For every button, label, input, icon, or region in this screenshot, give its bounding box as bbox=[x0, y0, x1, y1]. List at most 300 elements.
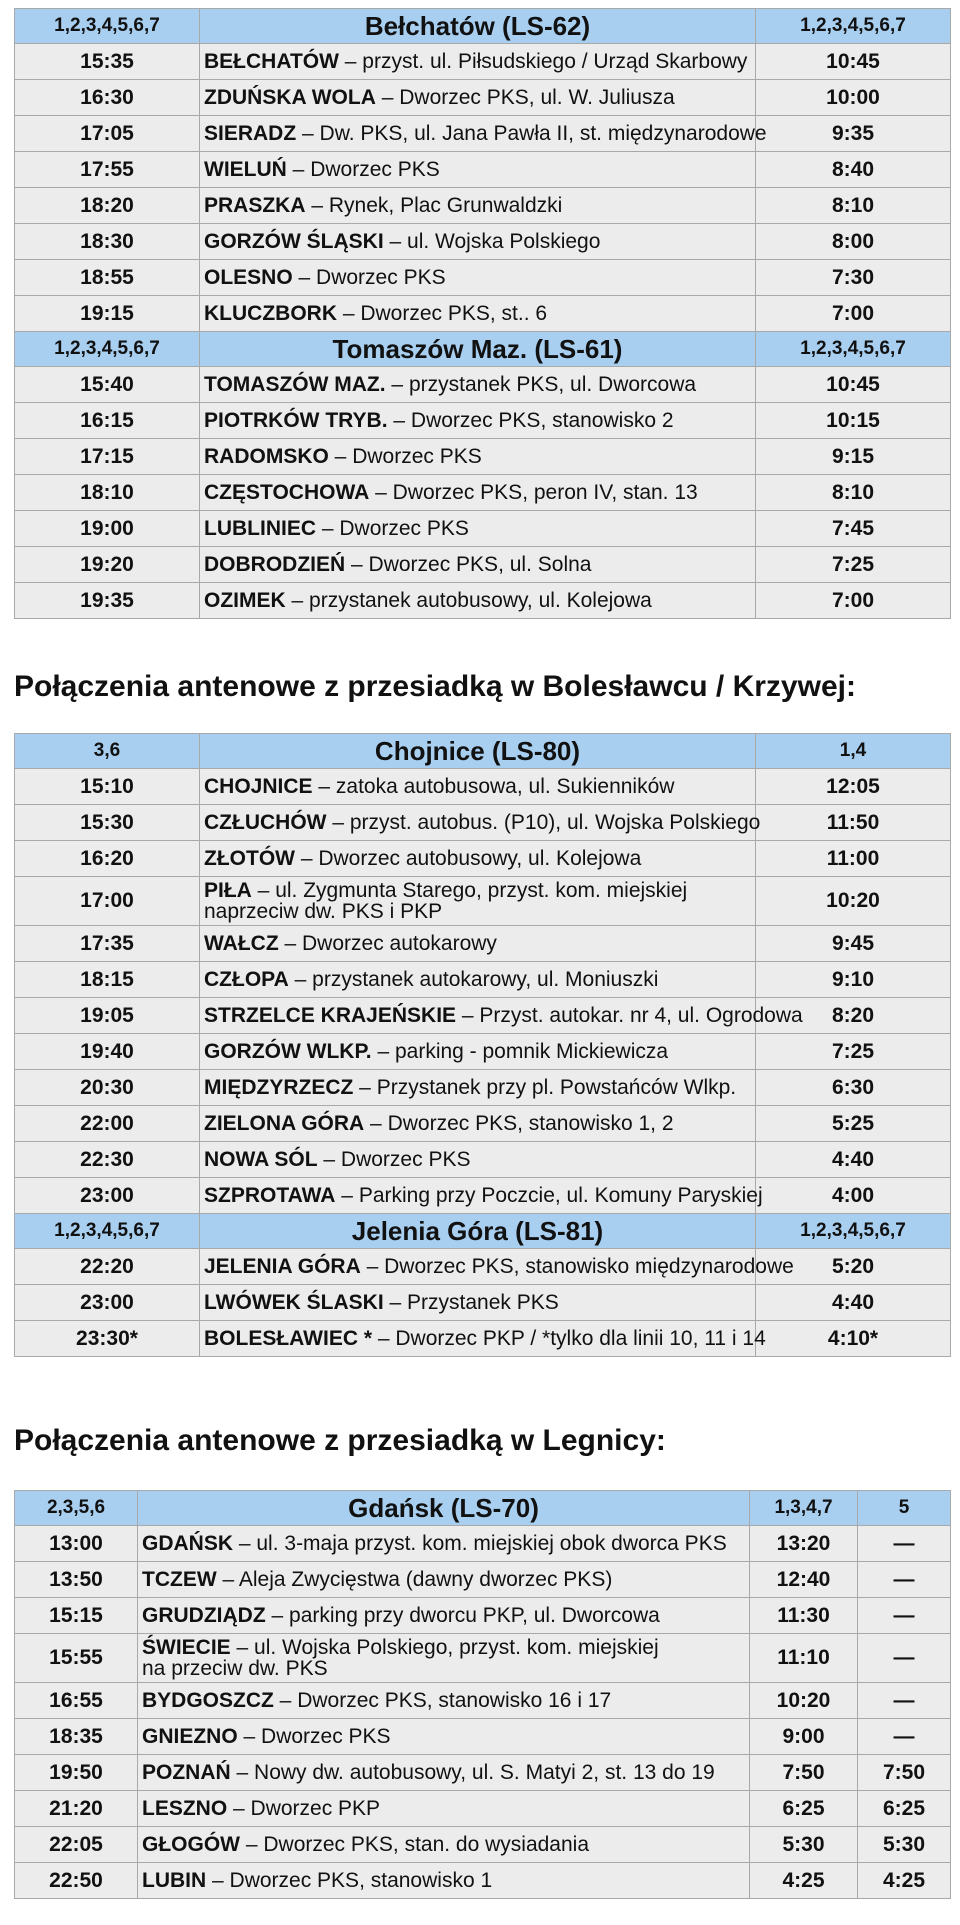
stop-address: Dworzec PKS, stanowisko 2 bbox=[410, 409, 674, 432]
stop-separator: – bbox=[385, 373, 409, 396]
return-time: 8:20 bbox=[756, 998, 951, 1034]
return-time-extra: 7:50 bbox=[858, 1755, 951, 1791]
departure-time: 16:30 bbox=[15, 80, 200, 116]
stop-city: TCZEW bbox=[142, 1568, 217, 1591]
stop-city: BEŁCHATÓW bbox=[204, 50, 339, 73]
stop-separator: – bbox=[278, 932, 303, 955]
stop-row bbox=[15, 80, 951, 116]
stop-separator: – bbox=[286, 158, 311, 181]
days-outbound: 3,6 bbox=[15, 734, 200, 769]
timetable-chojnice-jelenia-gora bbox=[14, 733, 951, 1357]
stop-city: JELENIA GÓRA bbox=[204, 1255, 361, 1278]
stop-city: KLUCZBORK bbox=[204, 302, 337, 325]
departure-time: 22:05 bbox=[15, 1827, 138, 1863]
departure-time: 16:15 bbox=[15, 403, 200, 439]
stop-location bbox=[138, 1562, 750, 1598]
departure-time: 21:20 bbox=[15, 1791, 138, 1827]
departure-time: 23:00 bbox=[15, 1178, 200, 1214]
stop-row bbox=[15, 583, 951, 619]
days-outbound: 1,2,3,4,5,6,7 bbox=[15, 332, 200, 367]
stop-location bbox=[200, 367, 756, 403]
stop-separator: – bbox=[345, 553, 369, 576]
stop-row bbox=[15, 962, 951, 998]
departure-time: 18:10 bbox=[15, 475, 200, 511]
stop-address: Dworzec PKS, stan. do wysiadania bbox=[263, 1833, 590, 1856]
stop-row bbox=[15, 367, 951, 403]
stop-separator: – bbox=[292, 266, 317, 289]
stop-address-line2: naprzeciw dw. PKS i PKP bbox=[204, 900, 443, 923]
return-time: 12:40 bbox=[750, 1562, 858, 1598]
stop-location bbox=[200, 116, 767, 152]
return-time-extra: 6:25 bbox=[858, 1791, 951, 1827]
stop-separator: – bbox=[371, 1040, 395, 1063]
return-time: 5:20 bbox=[756, 1249, 951, 1285]
stop-city: BYDGOSZCZ bbox=[142, 1689, 274, 1712]
stop-row bbox=[15, 152, 951, 188]
days-return-extra: 5 bbox=[858, 1491, 951, 1526]
stop-city: OZIMEK bbox=[204, 589, 286, 612]
route-header-row bbox=[15, 9, 951, 44]
stop-address: Dworzec PKS bbox=[340, 1148, 471, 1171]
route-name: Gdańsk (LS-70) bbox=[138, 1491, 750, 1526]
return-time: 11:00 bbox=[756, 841, 951, 877]
return-time: 10:45 bbox=[756, 367, 951, 403]
stop-row bbox=[15, 1791, 951, 1827]
stop-address: parking - pomnik Mickiewicza bbox=[394, 1040, 669, 1063]
departure-time: 22:50 bbox=[15, 1863, 138, 1899]
stop-row bbox=[15, 1249, 951, 1285]
return-time: 7:00 bbox=[756, 583, 951, 619]
stop-separator: – bbox=[216, 1568, 239, 1591]
departure-time: 13:50 bbox=[15, 1562, 138, 1598]
departure-time: 17:35 bbox=[15, 926, 200, 962]
return-time: 8:10 bbox=[756, 475, 951, 511]
stop-location bbox=[138, 1827, 750, 1863]
stop-city: CHOJNICE bbox=[204, 775, 313, 798]
stop-city: LESZNO bbox=[142, 1797, 228, 1820]
stop-address: przystanek autokarowy, ul. Moniuszki bbox=[312, 968, 659, 991]
stop-row bbox=[15, 1178, 951, 1214]
stop-address: Dworzec PKS, peron IV, stan. 13 bbox=[392, 481, 698, 504]
stop-separator: – bbox=[372, 1327, 396, 1350]
stop-location bbox=[200, 1285, 756, 1321]
departure-time: 17:00 bbox=[15, 877, 200, 926]
stop-city: GRUDZIĄDZ bbox=[142, 1604, 266, 1627]
departure-time: 19:15 bbox=[15, 296, 200, 332]
departure-time: 16:20 bbox=[15, 841, 200, 877]
stop-location bbox=[200, 1321, 766, 1357]
stop-separator: – bbox=[336, 302, 361, 325]
return-time: 11:10 bbox=[750, 1634, 858, 1683]
stop-row bbox=[15, 1034, 951, 1070]
departure-time: 22:00 bbox=[15, 1106, 200, 1142]
return-time-extra: — bbox=[858, 1683, 951, 1719]
return-time: 10:15 bbox=[756, 403, 951, 439]
departure-time: 19:20 bbox=[15, 547, 200, 583]
stop-address: Dworzec PKS, ul. Solna bbox=[368, 553, 592, 576]
return-time: 10:00 bbox=[756, 80, 951, 116]
stop-address: Dworzec PKS bbox=[310, 158, 440, 181]
timetable-section-3 bbox=[14, 1490, 950, 1899]
stop-address: Parking przy Poczcie, ul. Komuny Paryskiej bbox=[358, 1184, 763, 1207]
departure-time: 17:55 bbox=[15, 152, 200, 188]
stop-row bbox=[15, 926, 951, 962]
stop-row bbox=[15, 877, 951, 926]
stop-row bbox=[15, 1526, 951, 1562]
stop-separator: – bbox=[227, 1797, 251, 1820]
departure-time: 19:00 bbox=[15, 511, 200, 547]
return-time: 4:00 bbox=[756, 1178, 951, 1214]
return-time: 5:30 bbox=[750, 1827, 858, 1863]
departure-time: 19:05 bbox=[15, 998, 200, 1034]
stop-location bbox=[200, 583, 756, 619]
stop-city: LWÓWEK ŚLASKI bbox=[204, 1291, 384, 1314]
days-return: 1,4 bbox=[756, 734, 951, 769]
stop-city: ŚWIECIE bbox=[142, 1636, 231, 1659]
stop-location bbox=[200, 926, 756, 962]
stop-separator: – bbox=[294, 847, 319, 870]
stop-row bbox=[15, 44, 951, 80]
stop-row bbox=[15, 188, 951, 224]
stop-address: Dworzec PKS, stanowisko 1 bbox=[229, 1869, 493, 1892]
stop-address: Dworzec PKS, stanowisko międzynarodowe bbox=[384, 1255, 794, 1278]
stop-city: LUBLINIEC bbox=[204, 517, 316, 540]
stop-city: CZĘSTOCHOWA bbox=[204, 481, 370, 504]
departure-time: 18:20 bbox=[15, 188, 200, 224]
stop-row bbox=[15, 998, 951, 1034]
stop-separator: – bbox=[265, 1604, 290, 1627]
return-time: 6:30 bbox=[756, 1070, 951, 1106]
section-heading-legnica: Połączenia antenowe z przesiadką w Legnicy: bbox=[14, 1424, 666, 1457]
return-time: 10:20 bbox=[750, 1683, 858, 1719]
stop-city: GNIEZNO bbox=[142, 1725, 238, 1748]
departure-time: 18:15 bbox=[15, 962, 200, 998]
stop-location bbox=[200, 1034, 756, 1070]
departure-time: 20:30 bbox=[15, 1070, 200, 1106]
stop-location bbox=[200, 152, 756, 188]
stop-address: Rynek, Plac Grunwaldzki bbox=[328, 194, 563, 217]
stop-city: PIOTRKÓW TRYB. bbox=[204, 409, 388, 432]
section-heading-boleslawiec: Połączenia antenowe z przesiadką w Bolesławcu / Krzywej: bbox=[14, 670, 856, 703]
stop-address: ul. Zygmunta Starego, przyst. kom. miejskiej bbox=[275, 879, 688, 902]
stop-address: Dworzec PKS bbox=[316, 266, 446, 289]
stop-address: przyst. ul. Piłsudskiego / Urząd Skarbowy bbox=[362, 50, 748, 73]
stop-separator: – bbox=[375, 86, 400, 109]
stop-city: GŁOGÓW bbox=[142, 1833, 240, 1856]
stop-row bbox=[15, 769, 951, 805]
return-time-extra: — bbox=[858, 1562, 951, 1598]
stop-location bbox=[200, 224, 756, 260]
stop-row bbox=[15, 805, 951, 841]
stop-address: Nowy dw. autobusowy, ul. S. Matyi 2, st. 13 do 19 bbox=[254, 1761, 715, 1784]
stop-location bbox=[200, 475, 756, 511]
stop-separator: – bbox=[305, 194, 329, 217]
stop-location bbox=[138, 1791, 750, 1827]
stop-address: ul. Wojska Polskiego bbox=[407, 230, 601, 253]
return-time: 9:35 bbox=[756, 116, 951, 152]
stop-row bbox=[15, 841, 951, 877]
stop-address: ul. 3-maja przyst. kom. miejskiej obok dworca PKS bbox=[256, 1532, 727, 1555]
departure-time: 15:30 bbox=[15, 805, 200, 841]
stop-address: Aleja Zwycięstwa (dawny dworzec PKS) bbox=[238, 1568, 613, 1591]
return-time: 7:45 bbox=[756, 511, 951, 547]
return-time: 4:10* bbox=[756, 1321, 951, 1357]
return-time: 7:25 bbox=[756, 547, 951, 583]
stop-location bbox=[200, 841, 756, 877]
stop-address: Przystanek PKS bbox=[407, 1291, 559, 1314]
stop-address-line2: na przeciw dw. PKS bbox=[142, 1657, 328, 1680]
stop-address: Dw. PKS, ul. Jana Pawła II, st. międzynarodowe bbox=[319, 122, 767, 145]
stop-location bbox=[200, 403, 756, 439]
stop-city: GORZÓW ŚLĄSKI bbox=[204, 230, 384, 253]
stop-location bbox=[200, 769, 756, 805]
stop-location bbox=[200, 877, 756, 926]
stop-address: przystanek autobusowy, ul. Kolejowa bbox=[309, 589, 652, 612]
stop-city: STRZELCE KRAJEŃSKIE bbox=[204, 1004, 457, 1027]
stop-row bbox=[15, 296, 951, 332]
stop-row bbox=[15, 547, 951, 583]
stop-separator: – bbox=[317, 1148, 341, 1171]
departure-time: 22:30 bbox=[15, 1142, 200, 1178]
stop-row bbox=[15, 1755, 951, 1791]
stop-location bbox=[200, 80, 756, 116]
stop-separator: – bbox=[285, 589, 310, 612]
stop-row bbox=[15, 403, 951, 439]
stop-city: LUBIN bbox=[142, 1869, 207, 1892]
departure-time: 18:35 bbox=[15, 1719, 138, 1755]
departure-time: 17:15 bbox=[15, 439, 200, 475]
route-header-row bbox=[15, 1491, 951, 1526]
stop-separator: – bbox=[456, 1004, 480, 1027]
stop-row bbox=[15, 1142, 951, 1178]
stop-separator: – bbox=[383, 230, 408, 253]
stop-location bbox=[200, 547, 756, 583]
departure-time: 19:50 bbox=[15, 1755, 138, 1791]
stop-separator: – bbox=[251, 879, 276, 902]
stop-row bbox=[15, 1598, 951, 1634]
return-time-extra: 5:30 bbox=[858, 1827, 951, 1863]
stop-location bbox=[138, 1634, 750, 1683]
stop-location bbox=[200, 1142, 756, 1178]
return-time: 12:05 bbox=[756, 769, 951, 805]
return-time: 9:00 bbox=[750, 1719, 858, 1755]
stop-row bbox=[15, 1827, 951, 1863]
stop-location bbox=[200, 998, 803, 1034]
stop-address: Dworzec PKS, stanowisko 16 i 17 bbox=[297, 1689, 612, 1712]
stop-city: SZPROTAWA bbox=[204, 1184, 336, 1207]
stop-address: parking przy dworcu PKP, ul. Dworcowa bbox=[289, 1604, 660, 1627]
stop-separator: – bbox=[383, 1291, 408, 1314]
stop-row bbox=[15, 439, 951, 475]
route-name: Tomaszów Maz. (LS-61) bbox=[200, 332, 756, 367]
return-time: 13:20 bbox=[750, 1526, 858, 1562]
return-time: 7:30 bbox=[756, 260, 951, 296]
route-name: Bełchatów (LS-62) bbox=[200, 9, 756, 44]
stop-address: Dworzec PKS, ul. W. Juliusza bbox=[399, 86, 675, 109]
stop-city: ZIELONA GÓRA bbox=[204, 1112, 365, 1135]
return-time: 9:45 bbox=[756, 926, 951, 962]
departure-time: 19:35 bbox=[15, 583, 200, 619]
route-name: Chojnice (LS-80) bbox=[200, 734, 756, 769]
stop-row bbox=[15, 1634, 951, 1683]
stop-address: Dworzec PKP / *tylko dla linii 10, 11 i 14 bbox=[395, 1327, 766, 1350]
stop-location bbox=[200, 962, 756, 998]
days-outbound: 1,2,3,4,5,6,7 bbox=[15, 9, 200, 44]
stop-city: DOBRODZIEŃ bbox=[204, 553, 346, 576]
stop-city: POZNAŃ bbox=[142, 1761, 231, 1784]
stop-location bbox=[200, 1106, 756, 1142]
return-time: 10:45 bbox=[756, 44, 951, 80]
return-time-extra: — bbox=[858, 1598, 951, 1634]
departure-time: 18:55 bbox=[15, 260, 200, 296]
stop-address: Dworzec PKS bbox=[352, 445, 482, 468]
stop-address: Przystanek przy pl. Powstańców Wlkp. bbox=[376, 1076, 737, 1099]
stop-row bbox=[15, 260, 951, 296]
stop-separator: – bbox=[230, 1636, 255, 1659]
stop-city: ZDUŃSKA WOLA bbox=[204, 86, 376, 109]
departure-time: 15:15 bbox=[15, 1598, 138, 1634]
stop-city: NOWA SÓL bbox=[204, 1148, 318, 1171]
departure-time: 23:30* bbox=[15, 1321, 200, 1357]
stop-location bbox=[138, 1598, 750, 1634]
stop-row bbox=[15, 224, 951, 260]
return-time: 10:20 bbox=[756, 877, 951, 926]
stop-separator: – bbox=[335, 1184, 359, 1207]
departure-time: 13:00 bbox=[15, 1526, 138, 1562]
stop-city: TOMASZÓW MAZ. bbox=[204, 373, 386, 396]
days-outbound: 1,2,3,4,5,6,7 bbox=[15, 1214, 200, 1249]
days-return: 1,2,3,4,5,6,7 bbox=[756, 9, 951, 44]
stop-city: OLESNO bbox=[204, 266, 293, 289]
return-time-extra: — bbox=[858, 1526, 951, 1562]
stop-city: GORZÓW WLKP. bbox=[204, 1040, 372, 1063]
stop-separator: – bbox=[338, 50, 363, 73]
stop-address: przyst. autobus. (P10), ul. Wojska Polskiego bbox=[349, 811, 761, 834]
return-time: 9:15 bbox=[756, 439, 951, 475]
stop-row bbox=[15, 1285, 951, 1321]
stop-city: WAŁCZ bbox=[204, 932, 279, 955]
stop-address: przystanek PKS, ul. Dworcowa bbox=[408, 373, 697, 396]
stop-separator: – bbox=[353, 1076, 377, 1099]
timetable-section-1 bbox=[14, 8, 950, 619]
stop-city: GDAŃSK bbox=[142, 1532, 234, 1555]
stop-row bbox=[15, 116, 951, 152]
stop-location bbox=[200, 1178, 763, 1214]
stop-location bbox=[138, 1526, 750, 1562]
stop-separator: – bbox=[206, 1869, 230, 1892]
stop-city: CZŁUCHÓW bbox=[204, 811, 327, 834]
stop-location bbox=[200, 188, 756, 224]
stop-row bbox=[15, 1562, 951, 1598]
stop-location bbox=[138, 1719, 750, 1755]
return-time: 8:10 bbox=[756, 188, 951, 224]
departure-time: 19:40 bbox=[15, 1034, 200, 1070]
return-time: 7:25 bbox=[756, 1034, 951, 1070]
stop-row bbox=[15, 1070, 951, 1106]
departure-time: 23:00 bbox=[15, 1285, 200, 1321]
stop-address: Dworzec PKP bbox=[250, 1797, 381, 1820]
stop-separator: – bbox=[233, 1532, 257, 1555]
return-time-extra: 4:25 bbox=[858, 1863, 951, 1899]
stop-location bbox=[200, 511, 756, 547]
return-time-extra: — bbox=[858, 1634, 951, 1683]
stop-city: RADOMSKO bbox=[204, 445, 329, 468]
return-time: 4:40 bbox=[756, 1142, 951, 1178]
stop-address: Przyst. autokar. nr 4, ul. Ogrodowa bbox=[479, 1004, 803, 1027]
stop-separator: – bbox=[230, 1761, 255, 1784]
stop-separator: – bbox=[237, 1725, 262, 1748]
stop-city: WIELUŃ bbox=[204, 158, 287, 181]
departure-time: 15:40 bbox=[15, 367, 200, 403]
return-time: 11:30 bbox=[750, 1598, 858, 1634]
stop-row bbox=[15, 511, 951, 547]
timetable-belchatow-tomaszow bbox=[14, 8, 951, 619]
departure-time: 15:35 bbox=[15, 44, 200, 80]
days-return: 1,2,3,4,5,6,7 bbox=[756, 1214, 951, 1249]
timetable-section-2 bbox=[14, 733, 950, 1357]
stop-separator: – bbox=[369, 481, 393, 504]
stop-row bbox=[15, 1863, 951, 1899]
stop-separator: – bbox=[387, 409, 411, 432]
departure-time: 15:55 bbox=[15, 1634, 138, 1683]
route-header-row bbox=[15, 734, 951, 769]
return-time: 7:50 bbox=[750, 1755, 858, 1791]
stop-location bbox=[200, 1070, 756, 1106]
stop-city: SIERADZ bbox=[204, 122, 297, 145]
days-return: 1,2,3,4,5,6,7 bbox=[756, 332, 951, 367]
route-name: Jelenia Góra (LS-81) bbox=[200, 1214, 756, 1249]
stop-address: ul. Wojska Polskiego, przyst. kom. miejskiej bbox=[254, 1636, 659, 1659]
departure-time: 22:20 bbox=[15, 1249, 200, 1285]
stop-separator: – bbox=[326, 811, 350, 834]
return-time: 4:40 bbox=[756, 1285, 951, 1321]
stop-address: Dworzec PKS, st.. 6 bbox=[360, 302, 548, 325]
stop-location bbox=[200, 44, 756, 80]
stop-separator: – bbox=[312, 775, 336, 798]
stop-address: Dworzec PKS bbox=[261, 1725, 391, 1748]
return-time: 8:40 bbox=[756, 152, 951, 188]
return-time: 7:00 bbox=[756, 296, 951, 332]
return-time-extra: — bbox=[858, 1719, 951, 1755]
departure-time: 16:55 bbox=[15, 1683, 138, 1719]
return-time: 11:50 bbox=[756, 805, 951, 841]
days-outbound: 2,3,5,6 bbox=[15, 1491, 138, 1526]
stop-separator: – bbox=[288, 968, 313, 991]
stop-separator: – bbox=[273, 1689, 298, 1712]
stop-city: CZŁOPA bbox=[204, 968, 289, 991]
route-header-row bbox=[15, 1214, 951, 1249]
stop-address: Dworzec autokarowy bbox=[302, 932, 497, 955]
stop-location bbox=[138, 1683, 750, 1719]
return-time: 6:25 bbox=[750, 1791, 858, 1827]
route-header-row bbox=[15, 332, 951, 367]
stop-row bbox=[15, 1321, 951, 1357]
stop-city: PIŁA bbox=[204, 879, 252, 902]
stop-separator: – bbox=[364, 1112, 388, 1135]
departure-time: 15:10 bbox=[15, 769, 200, 805]
return-time: 8:00 bbox=[756, 224, 951, 260]
stop-separator: – bbox=[296, 122, 320, 145]
departure-time: 18:30 bbox=[15, 224, 200, 260]
stop-city: PRASZKA bbox=[204, 194, 306, 217]
stop-address: zatoka autobusowa, ul. Sukienników bbox=[335, 775, 675, 798]
stop-location bbox=[138, 1755, 750, 1791]
stop-row bbox=[15, 1106, 951, 1142]
stop-location bbox=[200, 805, 761, 841]
departure-time: 17:05 bbox=[15, 116, 200, 152]
return-time: 4:25 bbox=[750, 1863, 858, 1899]
stop-row bbox=[15, 1719, 951, 1755]
